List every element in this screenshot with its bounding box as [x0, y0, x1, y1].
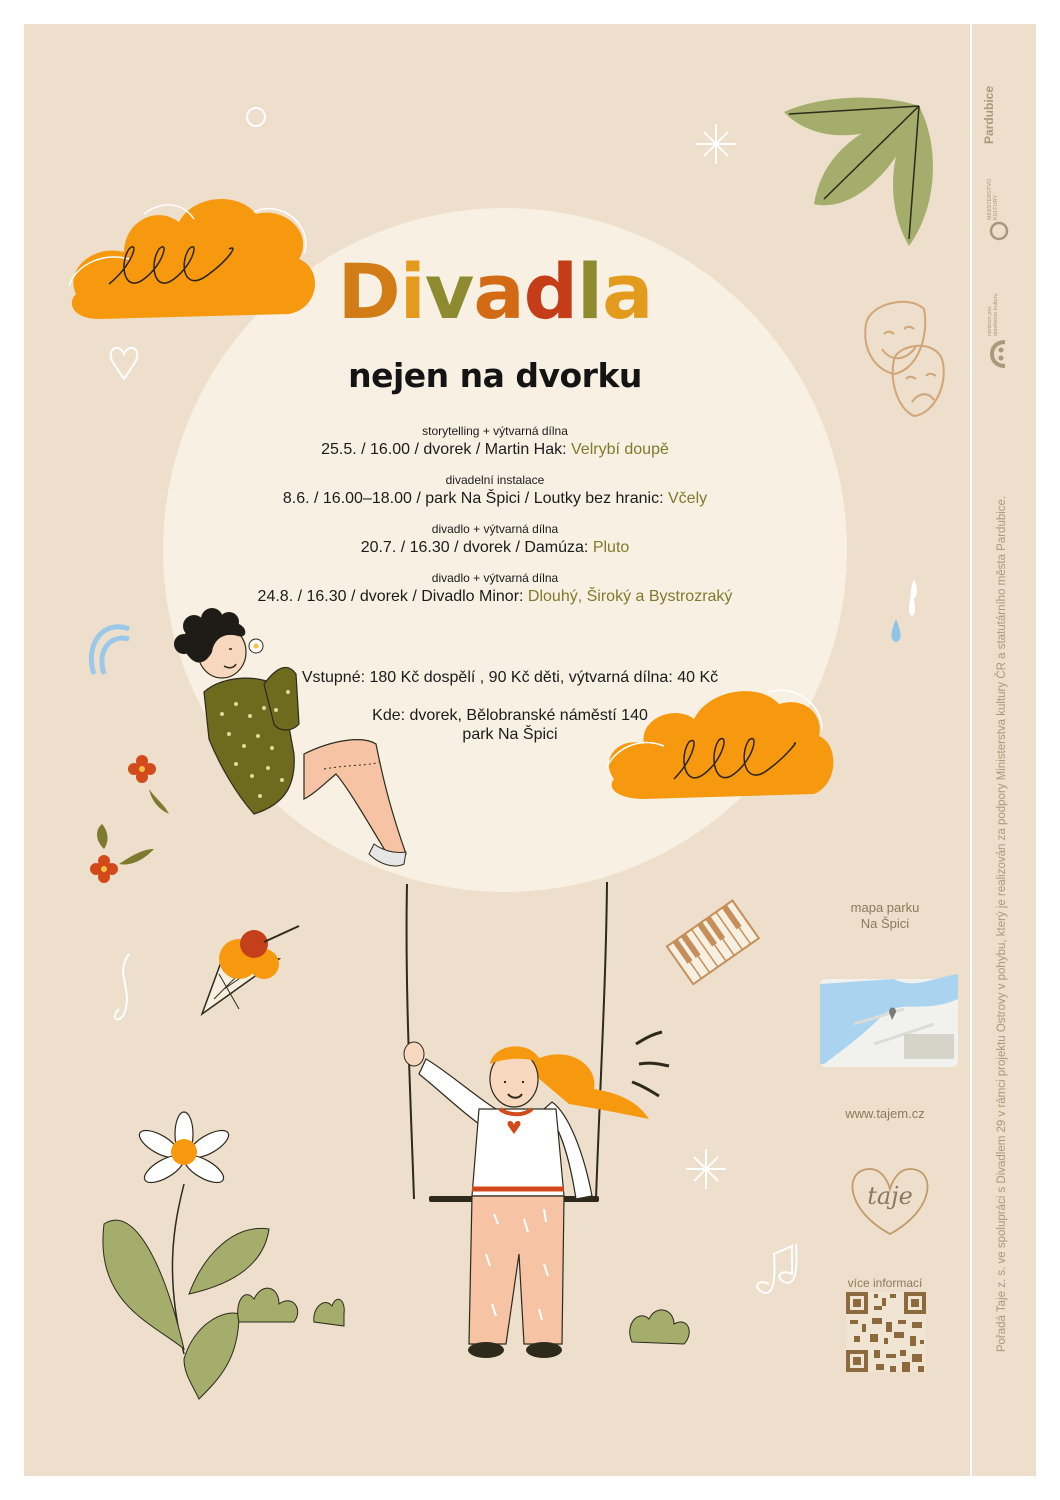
ministry-logo-text: MINISTERSTVO KULTURY — [987, 178, 999, 220]
sidebar-divider — [970, 24, 972, 1476]
poster — [24, 24, 1036, 1476]
event-category: divadelní instalace — [445, 473, 545, 487]
program-list — [220, 423, 770, 619]
event-line — [220, 537, 770, 558]
rainbow-arc — [91, 627, 129, 674]
city-name: Pardubice — [982, 85, 996, 144]
admission-prices: Vstupné: 180 Kč dospělí , 90 Kč děti, výtvarná dílna: 40 Kč — [301, 669, 719, 686]
event-name: Velrybí doupě — [571, 441, 669, 458]
ministry-logo-icon — [991, 223, 1007, 239]
sparkle-icon-2 — [686, 1149, 726, 1189]
event-category: divadlo + výtvarná dílna — [431, 571, 559, 585]
event-info: 20.7. / 16.30 / dvorek / Damúza: — [360, 539, 589, 556]
heart-outline-icon — [111, 348, 138, 379]
leaves-top-right — [784, 98, 933, 246]
event-item — [220, 423, 770, 460]
map-label-line-2: Na Špici — [860, 916, 910, 931]
plant-bottom-left — [103, 1112, 269, 1399]
event-item — [220, 570, 770, 607]
park-map-image[interactable] — [820, 974, 958, 1067]
title-letter: D — [337, 247, 400, 336]
girl-on-swing — [404, 1032, 669, 1358]
ice-cream-icon — [202, 926, 299, 1014]
title-letter: d — [523, 247, 578, 336]
event-subtitle: nejen na dvorku — [348, 356, 642, 395]
event-info: 8.6. / 16.00–18.00 / park Na Špici / Loutky bez hranic: — [282, 490, 664, 507]
music-note-icon — [757, 1244, 796, 1293]
bush-right — [630, 1310, 689, 1344]
event-item — [220, 521, 770, 558]
rain-drops-icon — [892, 579, 918, 642]
title-letter: l — [577, 247, 603, 336]
more-info-label: více informací — [847, 1276, 923, 1290]
event-line — [220, 586, 770, 607]
event-info: 24.8. / 16.30 / dvorek / Divadlo Minor: — [257, 588, 524, 605]
cloud-top-left — [69, 199, 315, 319]
venue-line-2: park Na Špici — [462, 726, 558, 743]
theater-masks-icon — [865, 302, 944, 416]
centrum-logo-icon — [992, 342, 1005, 366]
event-category: divadlo + výtvarná dílna — [431, 522, 559, 536]
centrum-logo-text: centrum pro otevřenou kulturu — [987, 293, 999, 336]
event-category: storytelling + výtvarná dílna — [422, 424, 568, 438]
sparkle-icon — [696, 124, 736, 164]
event-name: Včely — [668, 490, 708, 507]
title-letter: a — [473, 247, 524, 336]
piano-keys-icon — [667, 901, 759, 985]
venue-line-1: Kde: dvorek, Bělobranské náměstí 140 — [372, 707, 648, 724]
venue-info — [220, 706, 800, 744]
city-logo — [982, 85, 1032, 174]
title-letter: a — [602, 247, 653, 336]
event-line — [220, 488, 770, 509]
title-letter: i — [399, 247, 425, 336]
event-line — [220, 439, 770, 460]
map-label — [820, 900, 950, 932]
small-circle-deco — [247, 108, 265, 126]
bush-mid — [314, 1299, 344, 1326]
event-item — [220, 472, 770, 509]
website-link[interactable]: www.tajem.cz — [845, 1106, 925, 1121]
event-title — [280, 247, 710, 336]
swirl-deco — [115, 954, 129, 1019]
taje-logo-text: taje — [867, 1182, 913, 1210]
title-letter: v — [424, 247, 474, 336]
event-name: Dlouhý, Široký a Bystrozraký — [527, 588, 733, 605]
event-name: Pluto — [592, 539, 630, 556]
footnote-vertical: Pořadá Taje z. s. ve spolupráci s Divadlem 29 v rámci projektu Ostrovy v pohybu, který je realizován za podpory Ministerstva kultury ČR a statutárního města Pardubice. — [996, 495, 1008, 1353]
red-flowers-icon — [90, 755, 169, 883]
qr-code[interactable] — [846, 1292, 926, 1372]
event-info: 25.5. / 16.00 / dvorek / Martin Hak: — [321, 441, 567, 458]
bush-left — [238, 1288, 298, 1322]
map-label-line-1: mapa parku — [850, 900, 920, 915]
illustration-layer — [24, 24, 1036, 1476]
